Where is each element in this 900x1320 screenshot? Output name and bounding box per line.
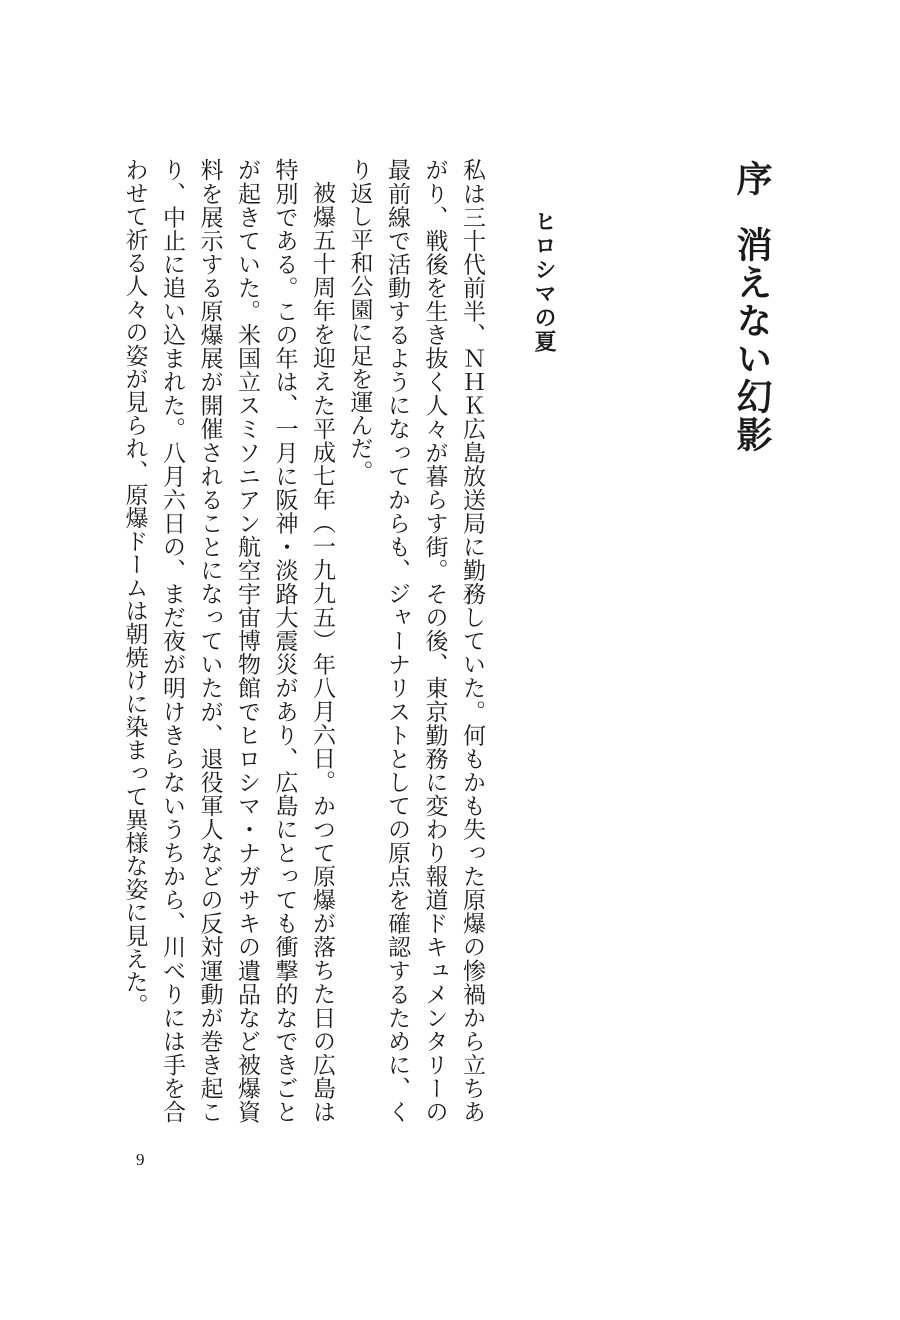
section-heading: ヒロシマの夏 — [531, 210, 557, 354]
chapter-title-text: 消えない幻影 — [731, 226, 773, 454]
paragraph-1: 私は三十代前半、ＮＨＫ広島放送局に勤務していた。何もかも失った原爆の惨禍から立ちあがり、戦後を生き抜く人々が暮らす街。その後、東京勤務に変わり報道ドキュメンタリーの最前線で活動するようになってからも、ジャーナリストとしての原点を確認するために、くり返し平和公園に足を運んだ。 — [346, 158, 485, 1123]
chapter-title — [731, 160, 773, 454]
body-text — [115, 158, 490, 1123]
page-number: 9 — [136, 1150, 145, 1169]
paragraph-2: 被爆五十周年を迎えた平成七年（一九九五）年八月六日。かつて原爆が落ちた日の広島は特別である。この年は、一月に阪神・淡路大震災があり、広島にとっても衝撃的なできごとが起きていた。米国立スミソニアン航空宇宙博物館でヒロシマ・ナガサキの遺品など被爆資料を展示する原爆展が開催されることになっていたが、退役軍人などの反対運動が巻き起こり、中止に追い込まれた。八月六日の、まだ夜が明けきらないうちから、川べりには手を合わせて祈る人々の姿が見られ、原爆ドームは朝焼けに染まって異様な姿に見えた。 — [121, 158, 335, 1123]
chapter-number: 序 — [731, 160, 773, 198]
